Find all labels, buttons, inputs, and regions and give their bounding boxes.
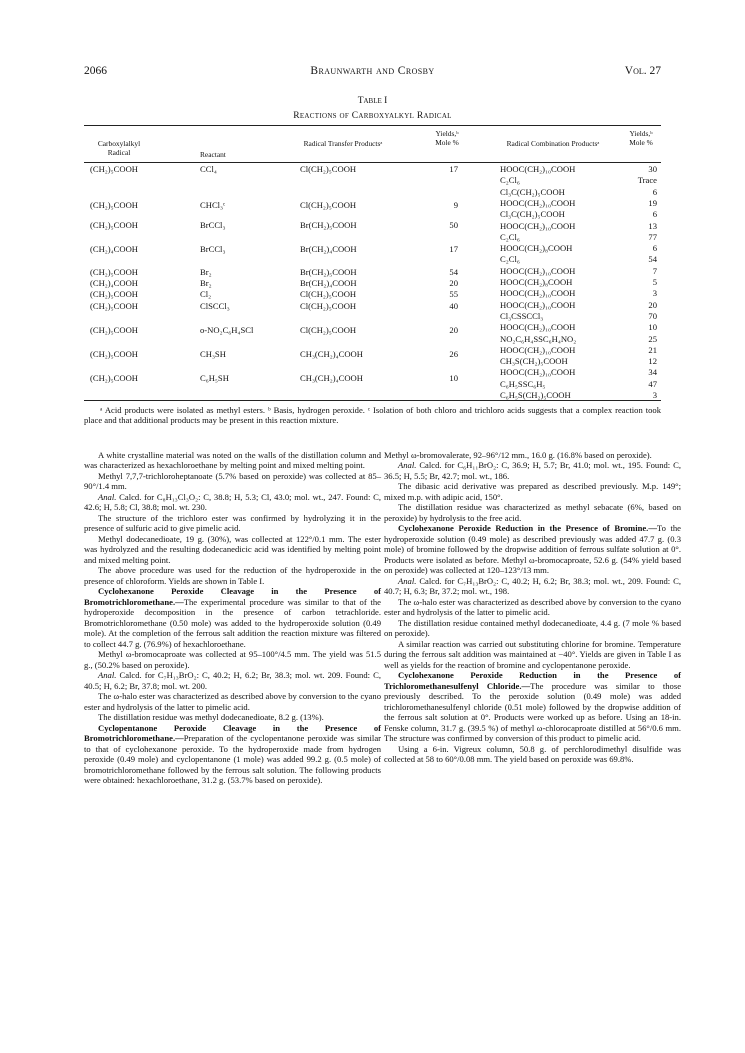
header-radical: Carboxylalkyl Radical (97, 139, 141, 157)
table-cell-combination: Cl₃CSSCCl₃ (500, 311, 544, 321)
table-cell-yield-combination: 5 (652, 277, 657, 287)
paragraph-text: To the hydroperoxide solution (0.49 mole) as described previously was added 47.7 g. (0.3 mole) of bromine followed by the dropwise addition of ferrous sulfate solution at 0°. Products were isolated as before. Methyl ω-bromocaproate, 52.6 g. (54% yield based on peroxide) was collected at 120–123°/13 mm. (384, 523, 681, 576)
table-cell-transfer: Cl(CH₂)₅COOH (300, 200, 357, 210)
body-paragraph (84, 471, 381, 492)
table-label: Table I (357, 96, 388, 106)
table-cell-yield-combination: 10 (648, 322, 657, 332)
table-cell-radical: (CH₂)₄COOH (90, 278, 139, 288)
table-bottom-rule (84, 400, 661, 401)
table-cell-yield-combination: 13 (648, 221, 657, 231)
header-yield-combination: Yields,ᵇ Mole % (629, 129, 653, 147)
table-cell-yield-transfer: 40 (449, 301, 458, 311)
table-cell-reactant: BrCCl₃ (200, 220, 226, 230)
body-paragraph (384, 670, 681, 743)
table-cell-yield-combination: 3 (652, 288, 657, 298)
paragraph-text: Methyl ω-bromovalerate, 92–96°/12 mm., 16.0 g. (16.8% based on peroxide). (384, 450, 652, 460)
body-paragraph (84, 492, 381, 513)
table-cell-combination: C₆H₅SSC₆H₅ (500, 379, 546, 389)
table-cell-combination: HOOC(CH₂)₁₀COOH (500, 198, 576, 208)
running-header (84, 64, 661, 78)
paragraph-text: A similar reaction was carried out substituting chlorine for bromine. Temperature during the ferrous salt addition was maintained at −40°. Yields are given in Table I as well as yields for the reaction of bromine and cyclopentanone peroxide. (384, 638, 681, 670)
paragraph-text: The ω-halo ester was characterized as described above by conversion to the cyano ester and hydrolysis of the latter to pimelic acid. (84, 691, 381, 712)
body-paragraph (84, 450, 381, 471)
paragraph-text: Calcd. for C₇H₁₃BrO₂: C, 40.2; H, 6.2; Br, 38.3; mol. wt. 209. Found: C, 40.5; H, 6.2; Br, 37.8; mol. wt. 200. (84, 670, 382, 691)
table-footnote: ᵃ Acid products were isolated as methyl esters. ᵇ Basis, hydrogen peroxide. ᶜ Isolation of both chloro and trichloro acids suggests that a complex reaction took place and that additional products may be present in this reaction mixture. (84, 405, 661, 426)
section-heading: Cyclohexanone Peroxide Reduction in the Presence of Trichloromethanesulfenyl Chloride.— (384, 670, 681, 691)
body-paragraph (384, 597, 681, 618)
table-cell-reactant: CCl₄ (200, 164, 217, 174)
body-paragraph (84, 670, 381, 691)
paragraph-text: The distillation residue was methyl dodecanedioate, 8.2 g. (13%). (98, 712, 324, 723)
volume-label: Vol. 27 (624, 65, 661, 77)
table-cell-yield-transfer: 26 (449, 349, 458, 359)
table-cell-yield-transfer: 17 (449, 164, 458, 174)
table-cell-radical: (CH₂)₄COOH (90, 244, 139, 254)
body-paragraph (384, 450, 681, 460)
section-heading: Cyclohexanone Peroxide Cleavage in the Presence of Bromotrichloromethane.— (84, 586, 381, 607)
paragraph-text: Methyl dodecanedioate, 19 g. (30%), was collected at 122°/0.1 mm. The ester was hydrolyzed and the resulting dodecanedicic acid was identified by melting point and mixed melting point. (84, 533, 381, 565)
table-cell-transfer: Br(CH₂)₄COOH (300, 244, 357, 254)
paragraph-text: Preparation of the cyclopentanone peroxide was similar to that of cyclohexanone peroxide. To the hydroperoxide made from hydrogen peroxide (0.49 mole) and cyclopentanone (1 mole) was added 99.2 g. (0.5 mole) of bromotrichloromethane followed by the ferrous salt solution. The following products were obtained: hexachloroethane, 31.2 g. (53.7% based on peroxide). (84, 733, 381, 786)
table-cell-combination: HOOC(CH₂)₈COOH (500, 243, 573, 253)
table-cell-combination: HOOC(CH₂)₁₀COOH (500, 367, 576, 377)
table-cell-transfer: Cl(CH₂)₅COOH (300, 164, 357, 174)
body-paragraph (384, 460, 681, 481)
paragraph-text: The above procedure was used for the reduction of the hydroperoxide in the presence of chloroform. Yields are shown in Table I. (84, 565, 381, 586)
analysis-lead: Anal. (398, 460, 417, 471)
table-cell-yield-transfer: 20 (449, 278, 458, 288)
body-paragraph (384, 576, 681, 597)
table-cell-combination: HOOC(CH₂)₁₀COOH (500, 345, 576, 355)
body-paragraph (84, 565, 381, 586)
header-transfer: Radical Transfer Productsᵃ (303, 139, 383, 148)
table-cell-yield-combination: 6 (652, 209, 657, 219)
table-cell-combination: HOOC(CH₂)₁₀COOH (500, 300, 576, 310)
section-heading: Cyclohexanone Peroxide Reduction in the Presence of Bromine.— (398, 523, 657, 534)
section-heading: Cyclopentanone Peroxide Cleavage in the Presence of Bromotrichloromethane.— (84, 722, 381, 744)
table-cell-yield-combination: 34 (648, 367, 657, 377)
body-paragraph (84, 649, 381, 670)
table-cell-yield-combination: 19 (648, 198, 657, 208)
table-cell-reactant: CHCl₃ᶜ (200, 200, 226, 210)
paragraph-text: The distillation residue contained methyl dodecanedioate, 4.4 g. (7 mole % based on peroxide). (384, 617, 681, 639)
table-cell-yield-combination: 25 (648, 334, 657, 344)
table-cell-radical: (CH₂)₅COOH (90, 289, 139, 299)
paragraph-text: Calcd. for C₈H₁₃Cl₃O₂: C, 38.8; H, 5.3; Cl, 43.0; mol. wt., 247. Found: C, 42.6; H, 5.8; Cl, 38.8; mol. wt. 230. (84, 491, 381, 513)
table-cell-yield-combination: 30 (648, 164, 657, 174)
table-cell-reactant: o-NO₂C₆H₄SCl (200, 325, 254, 335)
paragraph-text: The ω-halo ester was characterized as described above by conversion to the cyano ester and hydrolysis of the latter to pimelic acid. (384, 596, 681, 618)
body-paragraph (384, 744, 681, 765)
table-cell-yield-combination: 77 (648, 232, 657, 242)
paragraph-text: The structure of the trichloro ester was confirmed by hydrolyzing it in the presence of sulfuric acid to give pimelic acid. (84, 512, 381, 534)
paragraph-text: The dibasic acid derivative was prepared as described previously. M.p. 149°; mixed m.p. with adipic acid, 150°. (384, 481, 681, 502)
table-cell-yield-combination: 12 (648, 356, 657, 366)
table-cell-yield-combination: 6 (652, 243, 657, 253)
table-cell-yield-combination: 21 (648, 345, 657, 355)
paragraph-text: Methyl 7,7,7-trichloroheptanoate (5.7% based on peroxide) was collected at 85–90°/1.4 mm. (84, 470, 381, 492)
header-combination: Radical Combination Productsᵃ (506, 139, 600, 148)
table-cell-yield-combination: 20 (648, 300, 657, 310)
analysis-lead: Anal. (98, 670, 117, 681)
table-cell-combination: C₂Cl₆ (500, 175, 520, 185)
table-cell-radical: (CH₂)₅COOH (90, 325, 139, 335)
table-cell-radical: (CH₂)₅COOH (90, 164, 139, 174)
table-cell-transfer: Cl(CH₂)₅COOH (300, 325, 357, 335)
analysis-lead: Anal. (98, 491, 117, 502)
table-cell-transfer: CH₃(CH₂)₄COOH (300, 349, 363, 359)
table-cell-yield-transfer: 55 (449, 289, 458, 299)
table-cell-yield-transfer: 17 (449, 244, 458, 254)
paragraph-text: Using a 6-in. Vigreux column, 50.8 g. of perchlorodimethyl disulfide was collected at 58 to 60°/0.08 mm. The yield based on peroxide was 69.8%. (384, 743, 681, 765)
table-cell-combination: CH₃S(CH₂)₅COOH (500, 356, 568, 366)
table-cell-radical: (CH₂)₅COOH (90, 267, 139, 277)
paragraph-text: Calcd. for C₆H₁₁BrO₂: C, 36.9; H, 5.7; Br, 41.0; mol. wt., 195. Found: C, 36.5; H, 5.5; Br, 42.7; mol. wt., 186. (384, 460, 681, 481)
table-cell-yield-combination: 3 (652, 390, 657, 400)
body-paragraph (84, 712, 381, 722)
paragraph-text: Calcd. for C₇H₁₃BrO₂: C, 40.2; H, 6.2; Br, 38.3; mol. wt., 209. Found: C, 40.7; H, 6.3; Br, 37.2; mol. wt., 198. (384, 575, 681, 597)
table-cell-combination: Cl₃C(CH₂)₅COOH (500, 187, 565, 197)
table-cell-yield-combination: 54 (648, 254, 657, 264)
table-cell-yield-combination: 47 (648, 379, 657, 389)
body-paragraph (84, 586, 381, 649)
table-cell-yield-transfer: 50 (449, 220, 458, 230)
table-cell-yield-transfer: 10 (449, 373, 458, 383)
table-cell-transfer: Br(CH₂)₅COOH (300, 267, 357, 277)
table-cell-reactant: Br₂ (200, 278, 212, 288)
table-cell-reactant: ClSCCl₃ (200, 301, 230, 311)
header-reactant: Reactant (200, 150, 226, 159)
left-text-column (84, 450, 381, 786)
header-yield-transfer: Yields,ᵇ Mole % (435, 129, 459, 147)
table-header-rule (84, 162, 661, 163)
table-cell-yield-combination: 6 (652, 187, 657, 197)
table-cell-combination: HOOC(CH₂)₁₀COOH (500, 221, 576, 231)
table-cell-yield-combination: 70 (648, 311, 657, 321)
table-cell-combination: C₆H₅S(CH₂)₅COOH (500, 390, 571, 400)
table-cell-yield-transfer: 9 (453, 200, 458, 210)
table-cell-yield-transfer: 54 (449, 267, 458, 277)
table-cell-radical: (CH₂)₅COOH (90, 301, 139, 311)
right-text-column (384, 450, 681, 765)
paragraph-text: Methyl ω-bromocaproate was collected at 95–100°/4.5 mm. The yield was 51.5 g., (50.2% based on peroxide). (84, 649, 381, 670)
table-cell-reactant: BrCCl₃ (200, 244, 226, 254)
body-paragraph (384, 618, 681, 639)
table-cell-radical: (CH₂)₅COOH (90, 200, 139, 210)
table-cell-transfer: CH₃(CH₂)₄COOH (300, 373, 363, 383)
table-cell-reactant: Br₂ (200, 267, 212, 277)
analysis-lead: Anal. (398, 575, 417, 586)
body-paragraph (384, 502, 681, 523)
paragraph-text: The distillation residue was characterized as methyl sebacate (6%, based on peroxide) by hydrolysis to the free acid. (384, 502, 681, 523)
table-cell-yield-combination: Trace (637, 175, 657, 185)
table-cell-combination: NO₂C₆H₄SSC₆H₄NO₂ (500, 334, 577, 344)
paragraph-text: The experimental procedure was similar to that of the hydroperoxide decomposition in the presence of carbon tetrachloride. Bromotrichloromethane (0.50 mole) was added to the hydroperoxide solution (0.49 mole). At the completion of the ferrous salt addition the reaction mixture was filtered to collect 44.7 g. (76.9%) of hexachloroethane. (84, 596, 381, 649)
table-cell-combination: HOOC(CH₂)₁₀COOH (500, 322, 576, 332)
table-cell-radical: (CH₂)₅COOH (90, 220, 139, 230)
paragraph-text: A white crystalline material was noted on the walls of the distillation column and was characterized as hexachloroethane by melting point and mixed melting point. (84, 450, 381, 471)
table-cell-yield-combination: 7 (652, 266, 657, 276)
table-cell-combination: HOOC(CH₂)₈COOH (500, 277, 573, 287)
table-cell-reactant: CH₃SH (200, 349, 226, 359)
table-cell-yield-transfer: 20 (449, 325, 458, 335)
body-paragraph (84, 534, 381, 565)
table-cell-transfer: Cl(CH₂)₅COOH (300, 301, 357, 311)
table-cell-reactant: C₆H₅SH (200, 373, 229, 383)
table-cell-combination: C₂Cl₆ (500, 254, 520, 264)
running-title: Braunwarth and Crosby (310, 65, 435, 77)
table-cell-transfer: Cl(CH₂)₅COOH (300, 289, 357, 299)
table-cell-combination: Cl₃C(CH₂)₅COOH (500, 209, 565, 219)
body-paragraph (84, 513, 381, 534)
table-cell-combination: HOOC(CH₂)₁₀COOH (500, 164, 576, 174)
body-paragraph (84, 691, 381, 712)
page-number: 2066 (84, 65, 107, 77)
body-paragraph (384, 523, 681, 575)
table-cell-combination: C₂Cl₆ (500, 232, 520, 242)
table-caption: Reactions of Carboxyalkyl Radical (293, 111, 452, 121)
table-cell-radical: (CH₂)₅COOH (90, 373, 139, 383)
body-paragraph (384, 481, 681, 502)
body-paragraph (84, 723, 381, 786)
table-cell-transfer: Br(CH₂)₅COOH (300, 220, 357, 230)
body-paragraph (384, 639, 681, 670)
table-cell-reactant: Cl₂ (200, 289, 212, 299)
table-cell-combination: HOOC(CH₂)₁₀COOH (500, 288, 576, 298)
table-cell-radical: (CH₂)₅COOH (90, 349, 139, 359)
paragraph-text: The procedure was similar to those previously described. To the peroxide solution (0.49 mole) was added trichloromethanesulfenyl chloride (0.51 mole) followed by the dropwise addition of the ferrous salt solution at 0°. Products were worked up as before. Using an 18-in. Fenske column, 31.7 g. (39.5 %) of methyl ω-chlorocaproate distilled at 56°/0.6 mm. The structure was confirmed by conversion of this product to pimelic acid. (384, 680, 682, 744)
table-top-rule (84, 125, 661, 126)
table-cell-transfer: Br(CH₂)₄COOH (300, 278, 357, 288)
table-cell-combination: HOOC(CH₂)₁₀COOH (500, 266, 576, 276)
